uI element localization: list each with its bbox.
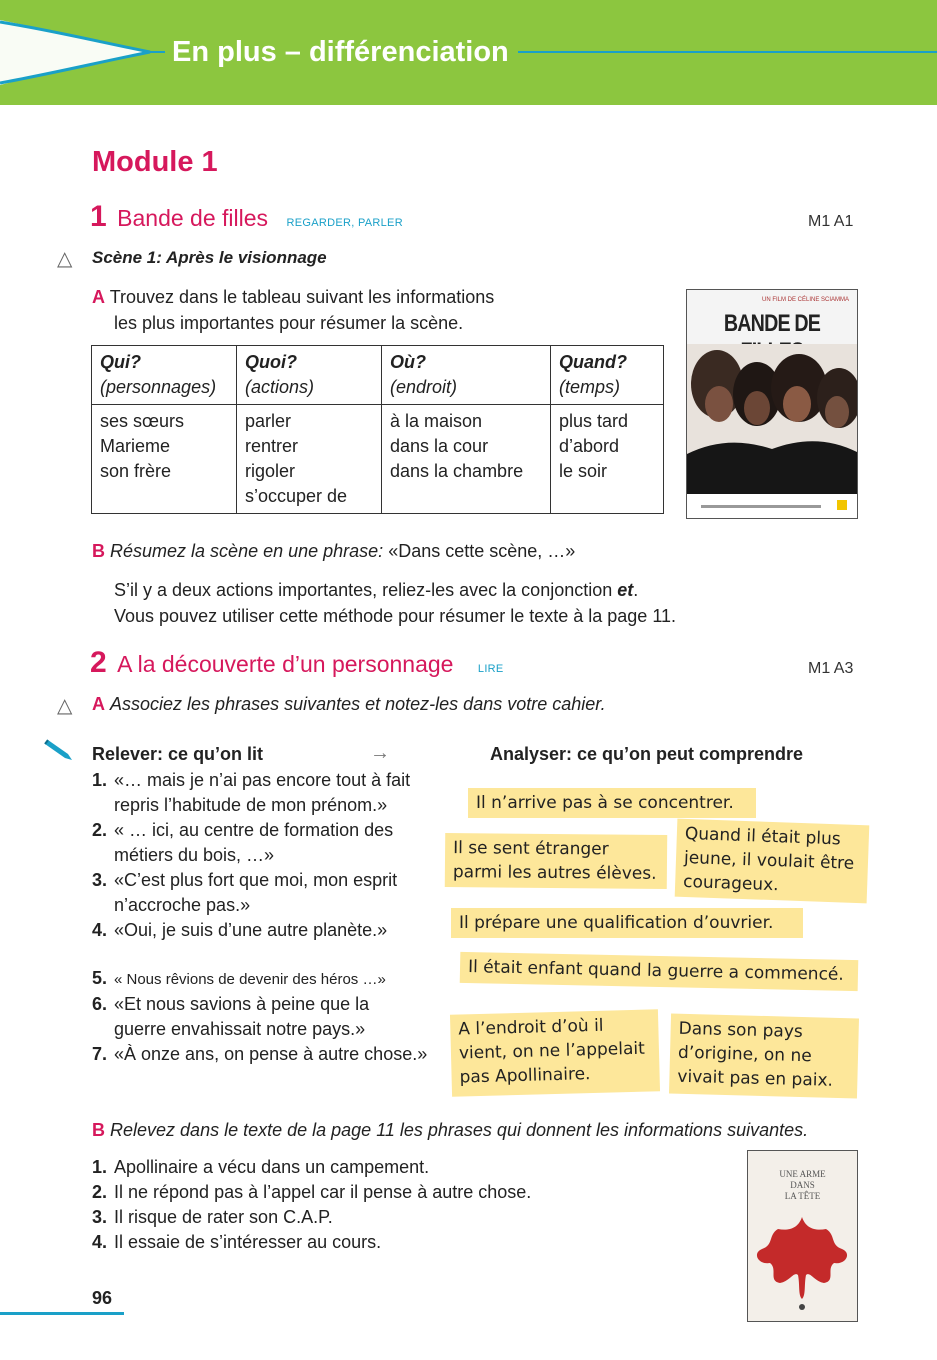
sticky-note: A l’endroit d’où il vient, on ne l’appelait pas Apollinaire. xyxy=(450,1009,660,1096)
table-header-cell: Quand? (temps) xyxy=(551,346,664,405)
warning-triangle-icon: △ xyxy=(57,695,73,717)
column-analyser-heading: Analyser: ce qu’on peut comprendre xyxy=(490,744,804,764)
section2-title: A la découverte d’un personnage xyxy=(117,651,454,677)
section1-b xyxy=(92,538,575,564)
section1-ref: M1 A1 xyxy=(808,213,854,230)
section2-heading xyxy=(90,646,504,680)
section1-b-line2: Vous pouvez utiliser cette méthode pour résumer le texte à la page 11. xyxy=(114,606,676,626)
section2-b-list xyxy=(92,1155,531,1255)
table-header-cell: Où? (endroit) xyxy=(382,346,551,405)
book-title: UNE ARME DANS LA TÊTE xyxy=(779,1169,826,1201)
sticky-note: Il n’arrive pas à se concentrer. xyxy=(468,788,756,818)
section1-b-conjunction: et xyxy=(617,580,634,600)
list-item: 5. « Nous rêvions de devenir des héros …» xyxy=(92,968,386,988)
section1-heading xyxy=(90,200,403,234)
section1-b-note xyxy=(114,577,676,629)
page-number-rule xyxy=(0,1312,124,1315)
section1-title: Bande de filles xyxy=(117,205,269,231)
movie-poster xyxy=(686,289,858,519)
arrow-right-icon: → xyxy=(370,742,390,764)
list-item: 7. «À onze ans, on pense à autre chose.» xyxy=(92,1044,428,1064)
list-item: 1. «… mais je n’ai pas encore tout à fait repris l’habitude de mon prénom.» xyxy=(92,770,411,815)
sticky-note: Il se sent étranger parmi les autres élèves. xyxy=(445,833,667,889)
list-item: 2. « … ici, au centre de formation des métiers du bois, …» xyxy=(92,820,394,865)
quotes-list-bottom xyxy=(92,966,427,1067)
section2-ref: M1 A3 xyxy=(808,660,854,677)
section1-a-instruction xyxy=(92,284,494,336)
poster-credit: UN FILM DE CÉLINE SCIAMMA xyxy=(761,297,849,303)
section2-a xyxy=(92,691,606,717)
table-cell-ou: à la maison dans la cour dans la chambre xyxy=(382,405,551,514)
table-header-row xyxy=(92,346,664,405)
sticky-note: Quand il était plus jeune, il voulait être courageux. xyxy=(675,819,870,904)
section1-a-line1: Trouvez dans le tableau suivant les informations xyxy=(109,287,495,307)
section1-a-letter: A xyxy=(92,287,105,307)
list-item: 1. Apollinaire a vécu dans un campement. xyxy=(92,1157,430,1177)
list-item: 6. «Et nous savions à peine que la guerre envahissait notre pays.» xyxy=(92,994,370,1039)
list-item: 4. Il essaie de s’intéresser au cours. xyxy=(92,1232,382,1252)
page-number: 96 xyxy=(92,1288,113,1308)
section1-b-line1: S’il y a deux actions importantes, reliez-les avec la conjonction xyxy=(114,580,618,600)
column-relever-heading: Relever: ce qu’on lit xyxy=(92,744,264,764)
table-cell-quand: plus tard d’abord le soir xyxy=(551,405,664,514)
module-title: Module 1 xyxy=(92,146,218,178)
section2-b-instruction: Relevez dans le texte de la page 11 les phrases qui donnent les informations suivantes. xyxy=(110,1120,809,1140)
table-cell-quoi: parler rentrer rigoler s’occuper de xyxy=(237,405,382,514)
sticky-note: Il prépare une qualification d’ouvrier. xyxy=(451,908,803,938)
list-item: 2. Il ne répond pas à l’appel car il pense à autre chose. xyxy=(92,1182,532,1202)
list-item: 4. «Oui, je suis d’une autre planète.» xyxy=(92,920,388,940)
warning-triangle-icon: △ xyxy=(57,248,73,270)
list-item: 3. «C’est plus fort que moi, mon esprit n’accroche pas.» xyxy=(92,870,398,915)
section1-skills: REGARDER, PARLER xyxy=(286,217,403,229)
quotes-list-top xyxy=(92,768,410,943)
table-header-cell: Qui? (personnages) xyxy=(92,346,237,405)
book-cover xyxy=(747,1150,858,1322)
pencil-icon xyxy=(44,736,78,762)
section2-number: 2 xyxy=(90,646,107,679)
section2-b-letter: B xyxy=(92,1120,105,1140)
section2-a-letter: A xyxy=(92,694,105,714)
section1-number: 1 xyxy=(90,200,107,233)
header-title: En plus – différenciation xyxy=(172,36,509,68)
scene-heading: Scène 1: Après le visionnage xyxy=(92,248,327,267)
table-cell-qui: ses sœurs Marieme son frère xyxy=(92,405,237,514)
table-row xyxy=(92,405,664,514)
section2-b xyxy=(92,1117,808,1143)
sticky-note: Il était enfant quand la guerre a commencé. xyxy=(460,952,859,991)
poster-photo-icon xyxy=(687,344,857,518)
list-item: 3. Il risque de rater son C.A.P. xyxy=(92,1207,333,1227)
info-table xyxy=(91,345,664,514)
table-header-cell: Quoi? (actions) xyxy=(237,346,382,405)
poster-title: BANDE DE xyxy=(723,310,821,337)
section1-b-instruction: Résumez la scène en une phrase: xyxy=(110,541,384,561)
section1-b-period: . xyxy=(633,580,639,600)
section2-a-instruction: Associez les phrases suivantes et notez-les dans votre cahier. xyxy=(110,694,606,714)
inkblot-icon xyxy=(748,1209,857,1321)
sticky-note: Dans son pays d’origine, on ne vivait pas en paix. xyxy=(669,1014,859,1099)
section1-a-line2: les plus importantes pour résumer la scène. xyxy=(114,313,464,333)
section1-b-quote: «Dans cette scène, …» xyxy=(388,541,576,561)
section1-b-letter: B xyxy=(92,541,105,561)
section2-skills: LIRE xyxy=(477,663,504,675)
